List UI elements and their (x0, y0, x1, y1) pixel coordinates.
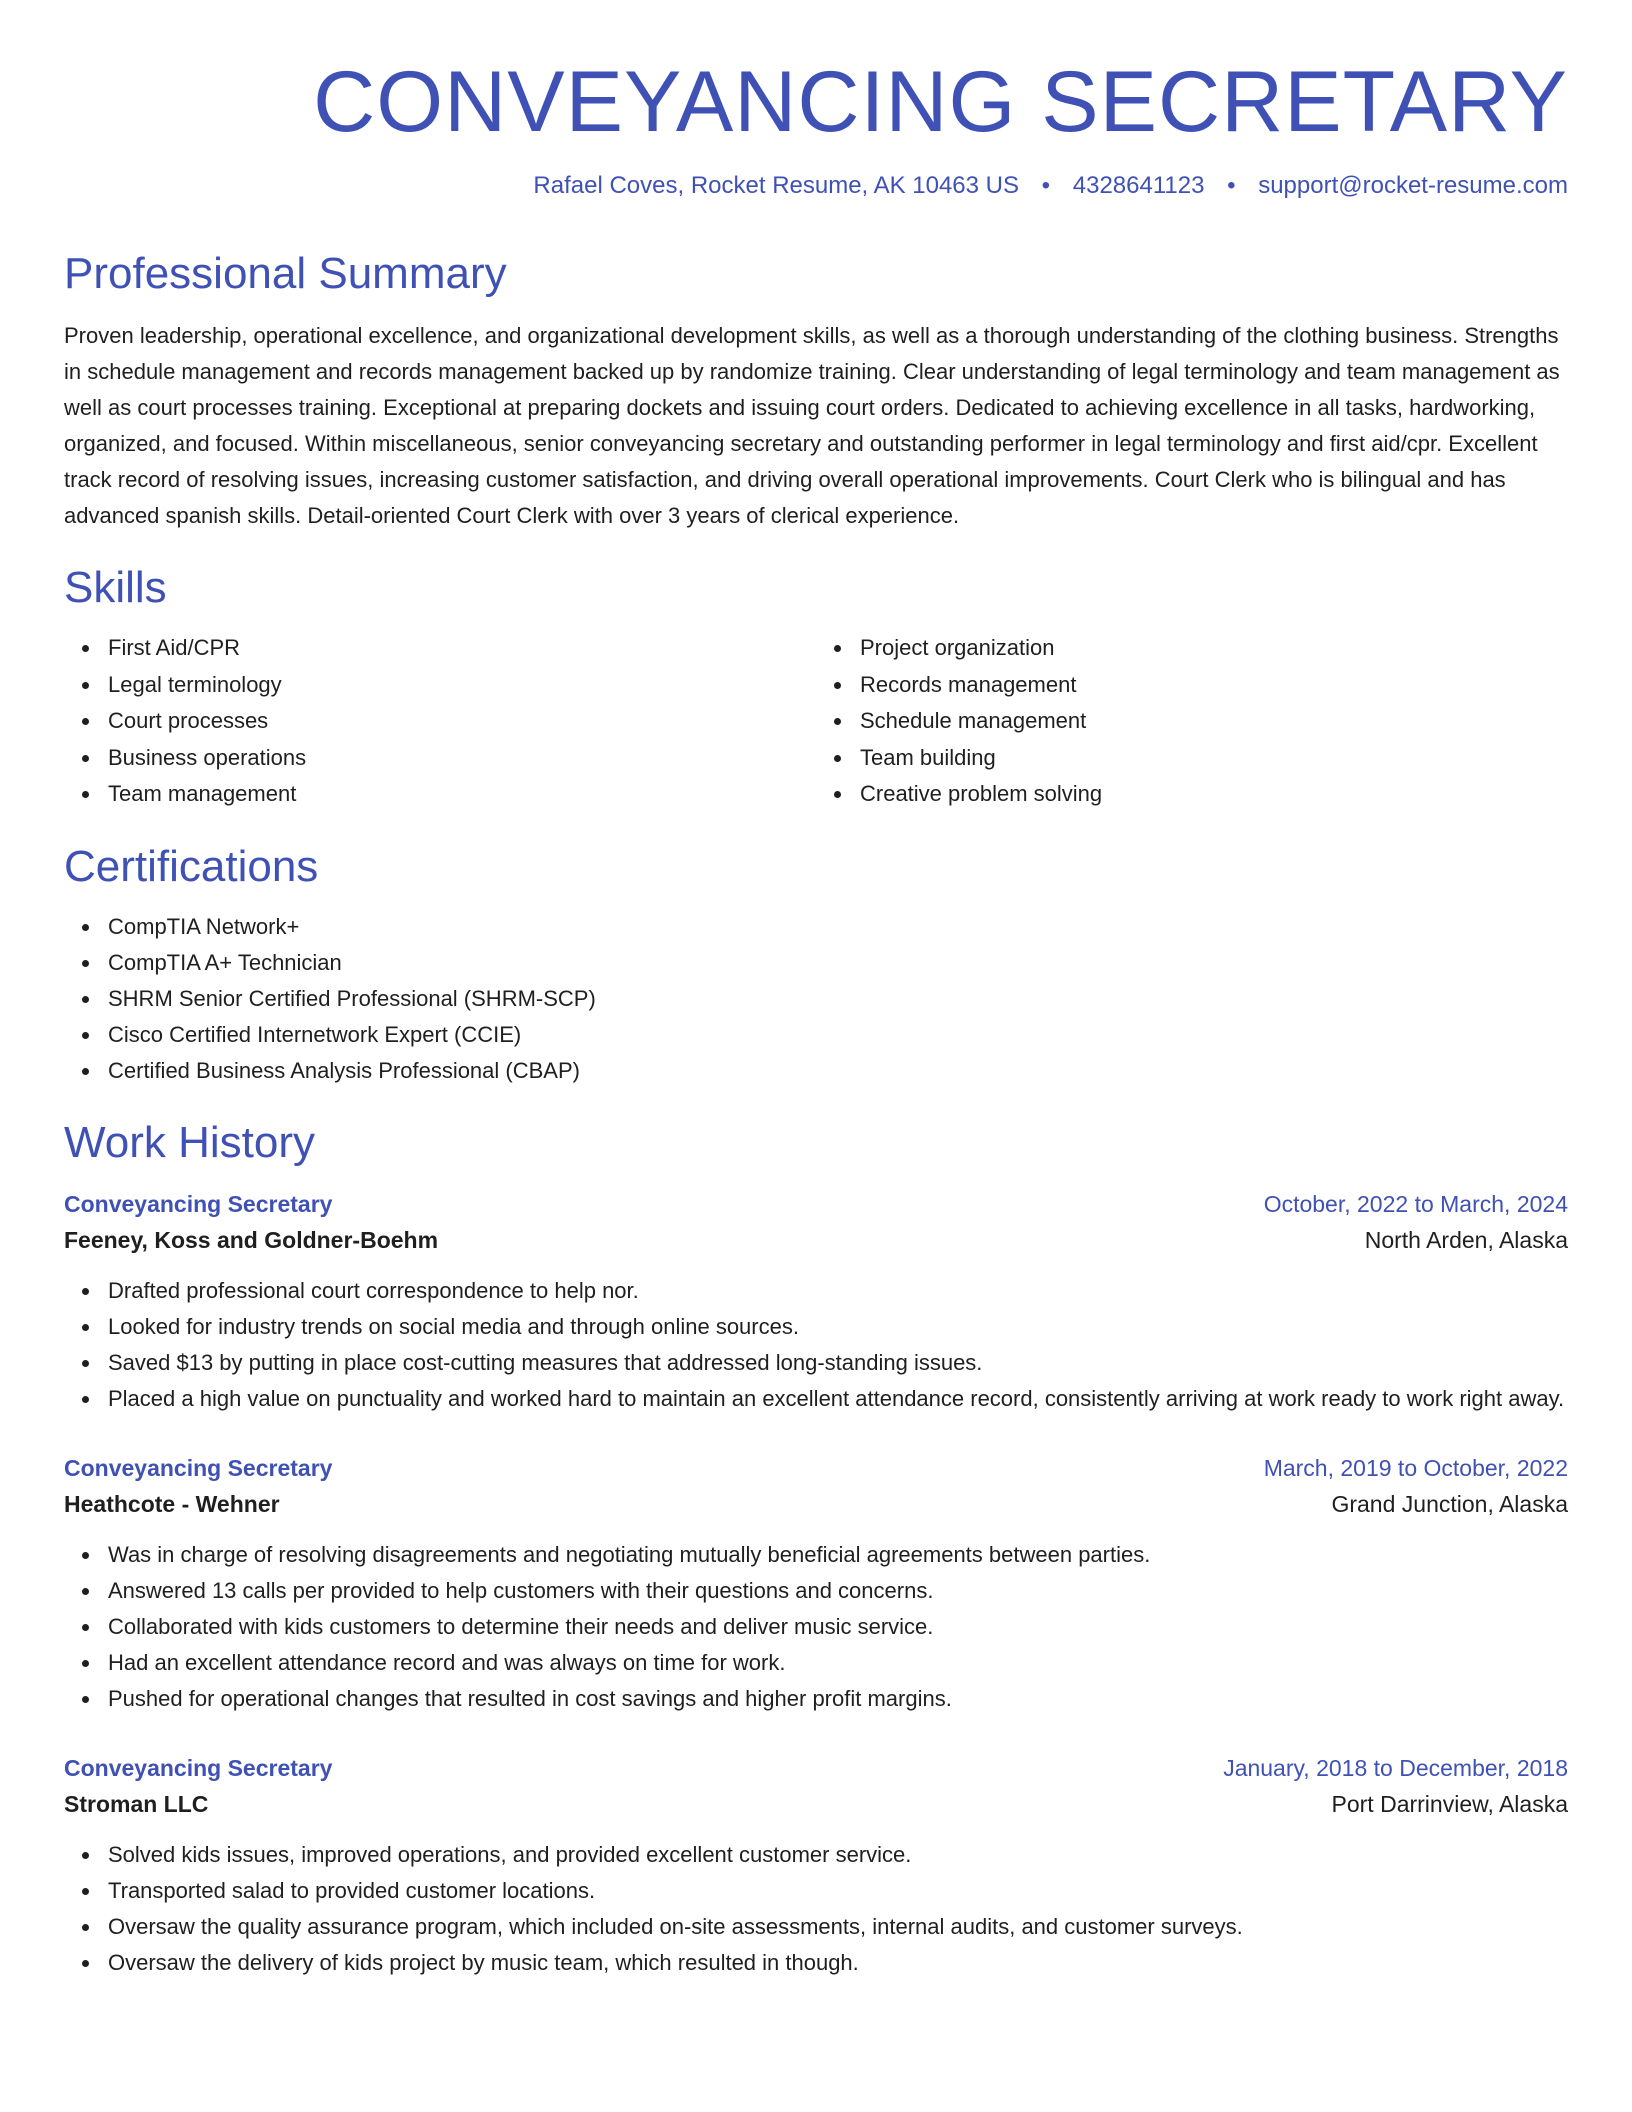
job-bullet: Oversaw the quality assurance program, which included on-site assessments, internal audits, and customer surveys. (108, 1909, 1568, 1945)
job-bullets (64, 1537, 1568, 1717)
job-bullet: Drafted professional court correspondence to help nor. (108, 1273, 1568, 1309)
summary-heading: Professional Summary (64, 249, 507, 298)
certification-item: Cisco Certified Internetwork Expert (CCIE) (108, 1017, 1568, 1053)
skills-heading: Skills (64, 563, 167, 612)
job-company-row (64, 1785, 1568, 1823)
contact-address: Rafael Coves, Rocket Resume, AK 10463 US (533, 172, 1019, 199)
job-company-row (64, 1485, 1568, 1523)
skill-item: Legal terminology (108, 667, 816, 704)
job-bullets (64, 1273, 1568, 1417)
job-location: Grand Junction, Alaska (1331, 1490, 1568, 1517)
job-company: Feeney, Koss and Goldner-Boehm (64, 1226, 439, 1253)
job-entry (64, 1751, 1568, 1981)
certification-item: Certified Business Analysis Professional (CBAP) (108, 1053, 1568, 1089)
certification-item: CompTIA Network+ (108, 909, 1568, 945)
certification-item: SHRM Senior Certified Professional (SHRM-SCP) (108, 981, 1568, 1017)
contact-separator: • (1227, 172, 1236, 199)
certification-item: CompTIA A+ Technician (108, 945, 1568, 981)
summary-text: Proven leadership, operational excellence, and organizational development skills, as well as a thorough understanding of the clothing business. Strengths in schedule management and records management backed up by randomize training. Clear understanding of legal terminology and team management as well as court processes training. Exceptional at preparing dockets and issuing court orders. Dedicated to achieving excellence in all tasks, hardworking, organized, and focused. Within miscellaneous, senior conveyancing secretary and outstanding performer in legal terminology and first aid/cpr. Excellent track record of resolving issues, increasing customer satisfaction, and driving overall operational improvements. Court Clerk who is bilingual and has advanced spanish skills. Detail-oriented Court Clerk with over 3 years of clerical experience. (64, 323, 1560, 528)
job-bullet: Placed a high value on punctuality and worked hard to maintain an excellent attendance record, consistently arriving at work ready to work right away. (108, 1381, 1568, 1417)
work-history-heading: Work History (64, 1117, 315, 1167)
job-bullet: Solved kids issues, improved operations, and provided excellent customer service. (108, 1837, 1568, 1873)
job-role: Conveyancing Secretary (64, 1754, 333, 1781)
skill-item: Records management (860, 667, 1568, 704)
job-role: Conveyancing Secretary (64, 1190, 333, 1217)
resume-title: CONVEYANCING SECRETARY (313, 54, 1568, 150)
job-header-row (64, 1751, 1568, 1785)
skills-column-right (816, 630, 1568, 813)
job-bullet: Saved $13 by putting in place cost-cutting measures that addressed long-standing issues. (108, 1345, 1568, 1381)
contact-separator: • (1041, 172, 1051, 199)
skill-item: Creative problem solving (860, 776, 1568, 813)
skill-item: Schedule management (860, 703, 1568, 740)
job-bullet: Oversaw the delivery of kids project by music team, which resulted in though. (108, 1945, 1568, 1981)
job-bullets (64, 1837, 1568, 1981)
job-bullet: Pushed for operational changes that resulted in cost savings and higher profit margins. (108, 1681, 1568, 1717)
certifications-heading: Certifications (64, 841, 319, 891)
job-bullet: Transported salad to provided customer locations. (108, 1873, 1568, 1909)
job-bullet: Looked for industry trends on social media and through online sources. (108, 1309, 1568, 1345)
job-company: Stroman LLC (64, 1790, 209, 1817)
skills-column-left (64, 630, 816, 813)
skill-item: Business operations (108, 740, 816, 777)
job-bullet: Was in charge of resolving disagreements and negotiating mutually beneficial agreements between parties. (108, 1537, 1568, 1573)
job-company: Heathcote - Wehner (64, 1490, 280, 1517)
job-role: Conveyancing Secretary (64, 1454, 333, 1481)
job-location: North Arden, Alaska (1364, 1226, 1568, 1253)
skill-item: Project organization (860, 630, 1568, 667)
skills-list (64, 630, 1568, 813)
skill-item: Team management (108, 776, 816, 813)
job-company-row (64, 1221, 1568, 1259)
job-header-row (64, 1187, 1568, 1221)
skill-item: Court processes (108, 703, 816, 740)
contact-line (64, 170, 1568, 202)
certifications-list (64, 909, 1568, 1089)
job-entry (64, 1451, 1568, 1717)
job-bullet: Had an excellent attendance record and was always on time for work. (108, 1645, 1568, 1681)
job-dates: January, 2018 to December, 2018 (1223, 1754, 1568, 1781)
job-dates: October, 2022 to March, 2024 (1263, 1190, 1568, 1217)
contact-phone[interactable]: 4328641123 (1072, 172, 1205, 199)
job-dates: March, 2019 to October, 2022 (1263, 1454, 1568, 1481)
job-header-row (64, 1451, 1568, 1485)
contact-email[interactable]: support@rocket-resume.com (1258, 172, 1568, 199)
job-location: Port Darrinview, Alaska (1331, 1790, 1568, 1817)
skill-item: First Aid/CPR (108, 630, 816, 667)
job-entry (64, 1187, 1568, 1417)
resume-page (64, 50, 1568, 1981)
job-bullet: Answered 13 calls per provided to help customers with their questions and concerns. (108, 1573, 1568, 1609)
job-bullet: Collaborated with kids customers to determine their needs and deliver music service. (108, 1609, 1568, 1645)
skill-item: Team building (860, 740, 1568, 777)
